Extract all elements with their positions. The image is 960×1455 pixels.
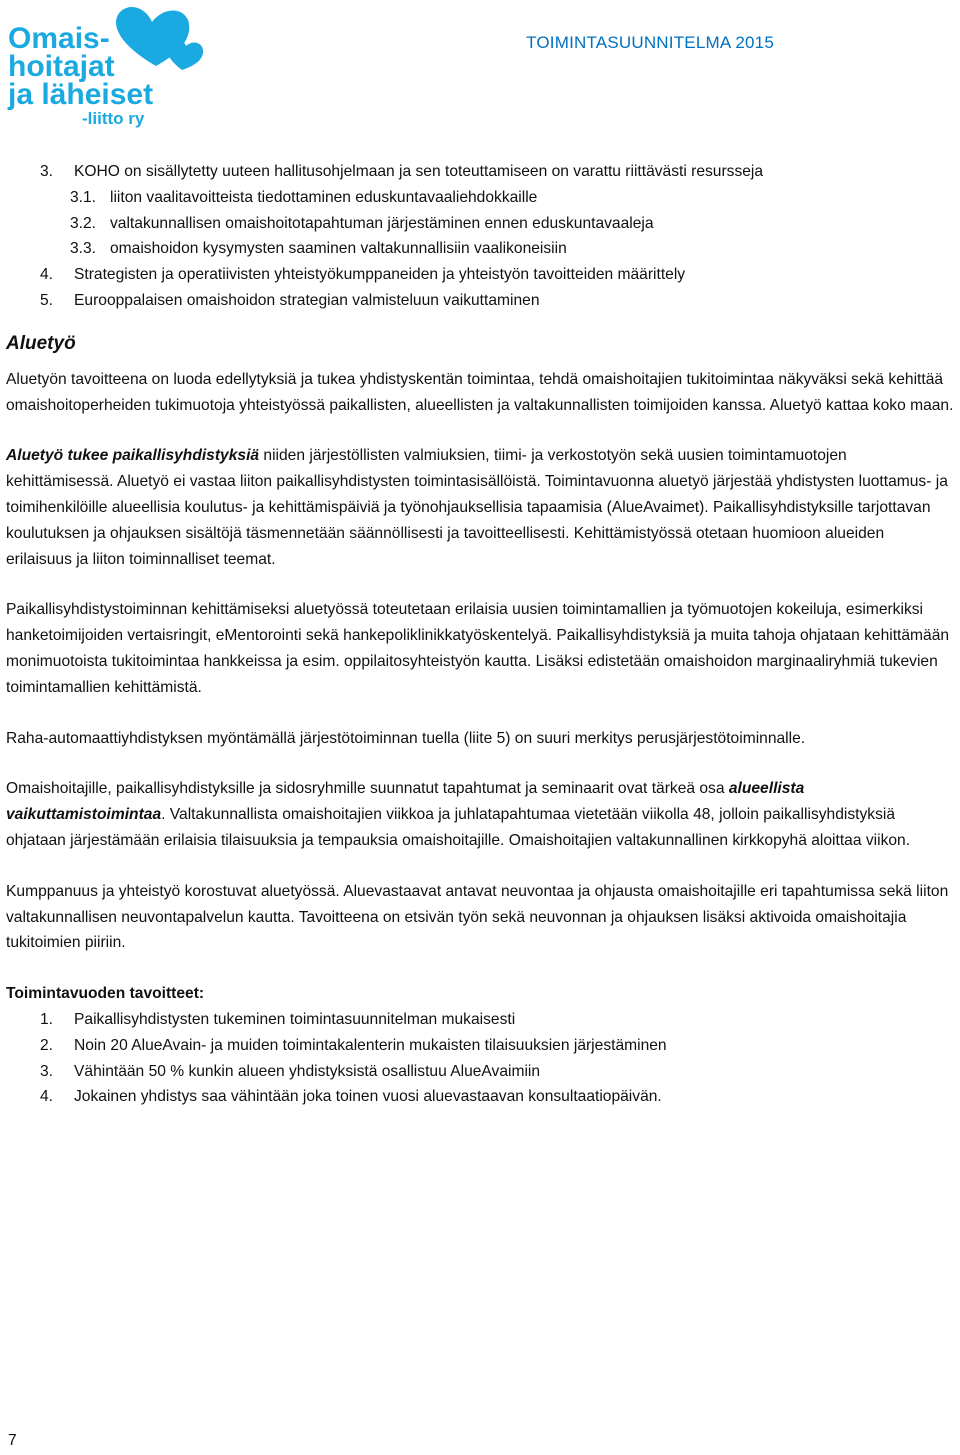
paragraph-events	[6, 776, 954, 853]
document-body	[6, 159, 954, 1110]
goals-list	[6, 1007, 954, 1110]
logo-text-line2: hoitajat	[8, 50, 115, 83]
list-item	[6, 1033, 954, 1059]
list-item	[6, 159, 954, 185]
organization-logo	[6, 4, 206, 128]
list-item-text: Noin 20 AlueAvain- ja muiden toimintakalenterin mukaisten tilaisuuksien järjestäminen	[74, 1036, 667, 1054]
paragraph-text: Omaishoitajille, paikallisyhdistyksille ja sidosryhmille suunnatut tapahtumat ja seminaarit ovat tärkeä osa	[6, 780, 729, 798]
list-item	[6, 185, 954, 211]
list-item	[6, 288, 954, 314]
logo-text-line4: -liitto ry	[82, 109, 145, 128]
list-item-number: 2.	[40, 1036, 54, 1054]
list-item-text: omaishoidon kysymysten saaminen valtakunnallisiin vaalikoneisiin	[110, 240, 567, 258]
list-item-number: 4.	[40, 266, 54, 284]
list-item-text: valtakunnallisen omaishoitotapahtuman järjestäminen ennen eduskuntavaaleja	[110, 214, 654, 232]
list-item	[6, 1059, 954, 1085]
list-item	[6, 262, 954, 288]
paragraph-partnership: Kumppanuus ja yhteistyö korostuvat aluetyössä. Aluevastaavat antavat neuvontaa ja ohjausta omaishoitajille eri tapahtumissa sekä liiton valtakunnallisen neuvontapalvelun kautta. Tavoitteena on etsivän työn sekä neuvonnan ja ohjauksen lisäksi aktivoida omaishoitajia tukitoimien piiriin.	[6, 882, 949, 952]
list-item-text: Strategisten ja operatiivisten yhteistyökumppaneiden ja yhteistyön tavoitteiden määrittely	[74, 266, 686, 284]
list-item-number: 3.3.	[70, 240, 97, 258]
list-item-text: KOHO on sisällytetty uuteen hallitusohjelmaan ja sen toteuttamiseen on varattu riittävästi resursseja	[74, 163, 764, 180]
list-item-text: liiton vaalitavoitteista tiedottaminen eduskuntavaaliehdokkaille	[110, 188, 538, 206]
paragraph-text: . Valtakunnallista omaishoitajien viikkoa ja juhlatapahtumaa vietetään viikolla 48, jolloin paikallisyhdistyksiä ohjataan järjestämään erilaisia tilaisuuksia ja tempauksia omaishoitajille. Omaishoitajien valtakunnallinen kirkkopyhä aloittaa viikon.	[6, 806, 911, 849]
list-item-text: Eurooppalaisen omaishoidon strategian valmisteluun vaikuttaminen	[74, 291, 540, 309]
paragraph-funding: Raha-automaattiyhdistyksen myöntämällä järjestötoiminnan tuella (liite 5) on suuri merkitys perusjärjestötoiminnalle.	[6, 729, 806, 747]
list-item-text: Jokainen yhdistys saa vähintään joka toinen vuosi aluevastaavan konsultaatiopäivän.	[74, 1088, 662, 1106]
list-item-text: Paikallisyhdistysten tukeminen toimintasuunnitelman mukaisesti	[74, 1010, 516, 1028]
goals-heading: Toimintavuoden tavoitteet:	[6, 985, 205, 1003]
paragraph-text: niiden järjestöllisten valmiuksien, tiimi- ja verkostotyön sekä uusien toimintamuotojen kehittämisessä. Aluetyö ei vastaa liiton paikallisyhdistysten toimintasisällöistä. Toimintavuonna aluetyö järjestää yhdistysten luottamus- ja toimihenkilöille alueellisia koulutus- ja kehittämispäiviä ja työnohjauksellisia tapaamisia (AlueAvaimet). Paikallisyhdistyksille tarjottavan koulutuksen ja ohjauksen sisältöjä täsmennetään säännöllisesti ja tavoitteellisesti. Kehittämistyössä otetaan huomioon alueiden erilaisuus ja liiton toiminnalliset teemat.	[6, 447, 948, 568]
top-list	[6, 159, 954, 314]
page-number: 7	[8, 1432, 17, 1449]
emphasis-text: alueellista vaikuttamistoimintaa	[6, 780, 805, 824]
list-item-text: Vähintään 50 % kunkin alueen yhdistyksistä osallistuu AlueAvaimiin	[74, 1062, 541, 1080]
logo-text-line3: ja läheiset	[8, 78, 154, 111]
list-item-number: 3.1.	[70, 188, 97, 206]
paragraph-development: Paikallisyhdistystoiminnan kehittämiseksi aluetyössä toteutetaan erilaisia uusien toimintamallien ja työmuotojen kokeiluja, esimerkiksi hanketoimijoiden vertaisringit, eMentorointi sekä hankepoliklinikkatyöskentelyä. Paikallisyhdistyksiä ja muita tahoja ohjataan kehittämään monimuotoista tukitoimintaa hankkeissa ja esim. oppilaitosyhteistyön kautta. Lisäksi edistetään omaishoidon marginaaliryhmiä tukevien toimintamallien kehittämistä.	[6, 601, 950, 696]
heart-icon-small	[166, 38, 203, 70]
list-item-number: 3.	[40, 1062, 54, 1080]
document-title: TOIMINTASUUNNITELMA 2015	[526, 33, 774, 52]
list-item-number: 1.	[40, 1010, 54, 1028]
list-item	[6, 211, 954, 237]
list-item-number: 3.2.	[70, 214, 97, 232]
list-item	[6, 1084, 954, 1110]
paragraph-local-support	[6, 443, 954, 572]
emphasis-text: Aluetyö tukee paikallisyhdistyksiä	[6, 447, 260, 465]
list-item	[6, 236, 954, 262]
section-heading: Aluetyö	[6, 332, 76, 354]
logo-text-line1: Omais-	[8, 22, 110, 55]
list-item	[6, 1007, 954, 1033]
logo-graphic	[6, 4, 206, 128]
list-item-number: 5.	[40, 291, 54, 309]
list-item-number: 3.	[40, 163, 54, 180]
list-item-number: 4.	[40, 1088, 54, 1106]
paragraph-intro: Aluetyön tavoitteena on luoda edellytyksiä ja tukea yhdistyskentän toimintaa, tehdä omaishoitajien tukitoimintaa näkyväksi sekä kehittää omaishoitoperheiden tukimuotoja yhteistyössä paikallisten, alueellisten ja valtakunnallisten toimijoiden kanssa. Aluetyö kattaa koko maan.	[6, 370, 954, 414]
